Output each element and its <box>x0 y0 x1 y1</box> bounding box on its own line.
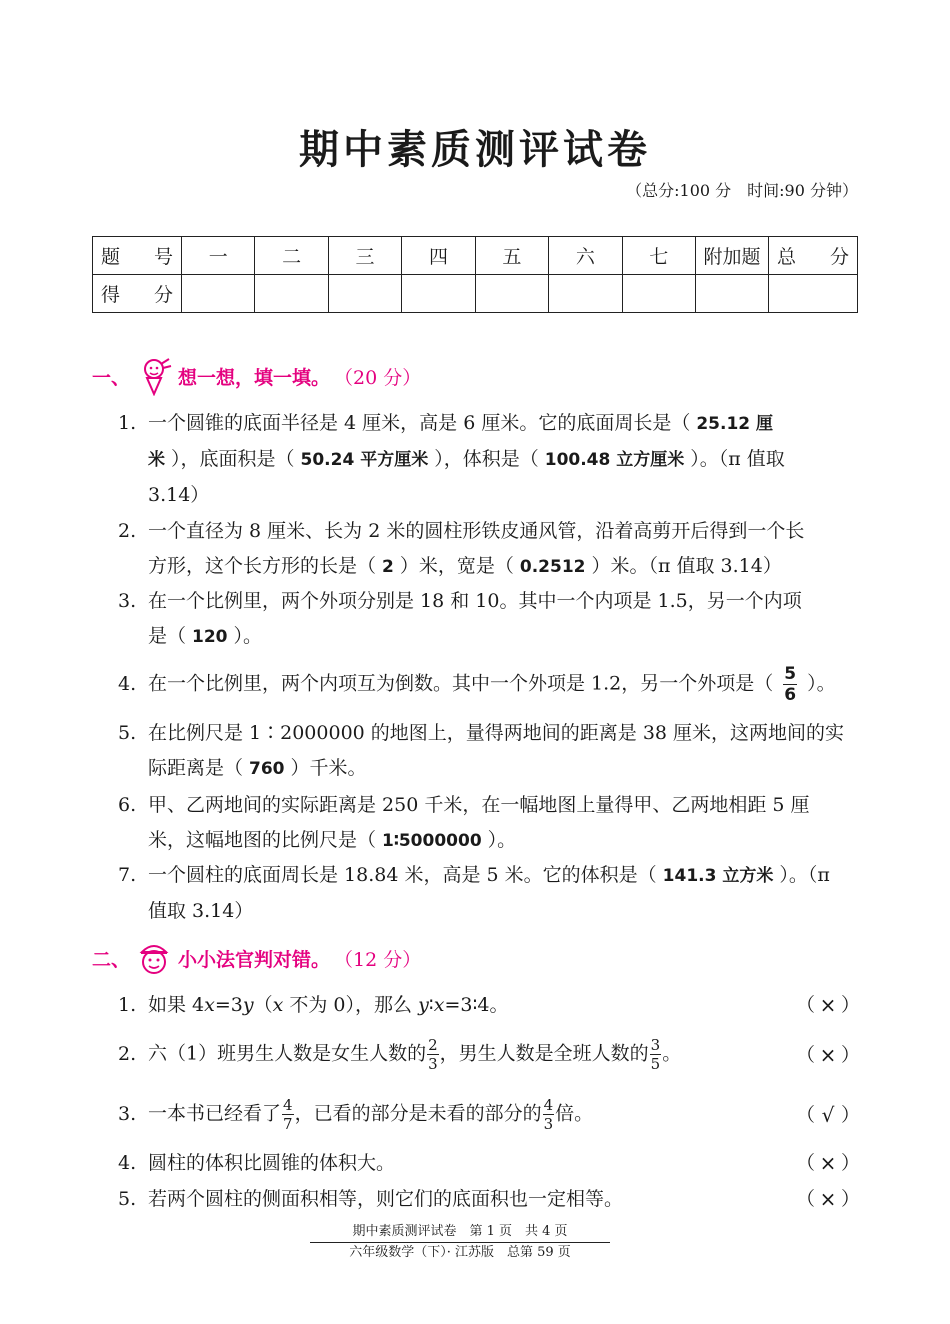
judge-mark: × <box>819 993 837 1017</box>
question-text: 在比例尺是 1∶2000000 的地图上，量得两地间的距离是 38 厘米，这两地间的实 <box>148 722 845 744</box>
answer: 米 <box>148 450 165 470</box>
question-text: ），底面积是（ <box>171 448 295 470</box>
question-text: 六（1）班男生人数是女生人数的 <box>148 1042 427 1065</box>
judge-answer <box>796 1100 860 1130</box>
section-number: 一、 <box>92 366 131 389</box>
answer: 2 <box>382 557 394 577</box>
score-cell[interactable] <box>696 275 769 313</box>
fraction-numerator: 3 <box>650 1036 661 1054</box>
question-number: 3. <box>118 1102 137 1125</box>
question-text: 米，这幅地图的比例尺是（ <box>148 829 377 851</box>
fill-question-4 <box>118 664 860 705</box>
judge-cartoon-icon <box>134 938 174 978</box>
question-number: 2. <box>118 520 137 542</box>
judge-mark: × <box>819 1042 837 1067</box>
fraction <box>543 1096 555 1133</box>
header-cell: 一 <box>182 237 255 275</box>
question-text: 若两个圆柱的侧面积相等，则它们的底面积也一定相等。 <box>148 1188 624 1210</box>
question-text: 不为 0），那么 <box>283 994 419 1016</box>
paren: ） <box>840 1152 860 1174</box>
paren: ） <box>840 1043 860 1066</box>
question-text: 值取 3.14） <box>148 900 254 922</box>
page-footer <box>310 1222 610 1263</box>
fraction-numerator: 2 <box>428 1036 438 1054</box>
judge-answer <box>796 990 860 1020</box>
answer: 100.48 立方厘米 <box>544 450 685 470</box>
question-text: 方形，这个长方形的长是（ <box>148 555 377 577</box>
question-text: 3.14） <box>148 484 210 506</box>
score-table <box>92 236 858 313</box>
paren: （ <box>796 1043 816 1066</box>
question-number: 5. <box>118 722 137 744</box>
section-score: （20 分） <box>334 366 422 389</box>
fill-question-2 <box>118 514 860 585</box>
question-number: 6. <box>118 794 137 816</box>
fraction <box>427 1036 439 1073</box>
answer: 141.3 立方米 <box>662 866 774 886</box>
judge-mark: × <box>819 1151 837 1175</box>
question-text: ）。 <box>233 625 263 647</box>
answer: 760 <box>249 759 285 779</box>
answer-fraction <box>783 664 797 705</box>
header-cell: 附加题 <box>696 237 769 275</box>
question-number: 7. <box>118 864 137 886</box>
question-number: 2. <box>118 1042 137 1065</box>
exam-info: （总分:100 分 时间:90 分钟） <box>626 181 858 200</box>
judge-question-2 <box>118 1036 860 1073</box>
question-text: 一个圆柱的底面周长是 18.84 米，高是 5 米。它的体积是（ <box>148 864 657 886</box>
question-text: （ <box>253 994 273 1016</box>
question-text: ）。 <box>807 672 836 695</box>
variable: y <box>418 994 429 1016</box>
section-title: 想一想，填一填。 <box>178 366 331 389</box>
header-cell: 六 <box>549 237 622 275</box>
paren: ） <box>840 994 860 1016</box>
question-text: 是（ <box>148 625 187 647</box>
header-cell: 七 <box>622 237 695 275</box>
thinking-cartoon-icon <box>134 356 174 396</box>
score-cell[interactable] <box>769 275 858 313</box>
section-score: （12 分） <box>334 948 422 971</box>
fraction-denominator: 7 <box>283 1115 293 1133</box>
paren: （ <box>796 1152 816 1174</box>
question-text: 如果 4 <box>148 994 205 1016</box>
question-text: 一个圆锥的底面半径是 4 厘米，高是 6 厘米。它的底面周长是（ <box>148 412 691 434</box>
fill-question-6 <box>118 788 860 859</box>
judge-question-1 <box>118 990 860 1020</box>
answer: 1∶5000000 <box>382 831 482 851</box>
question-text: ∶ <box>428 994 434 1016</box>
fill-question-7 <box>118 858 860 929</box>
question-text: ，男生人数是全班人数的 <box>439 1042 649 1065</box>
question-text: 。 <box>662 1042 682 1065</box>
score-table-header-row <box>93 237 858 275</box>
variable: x <box>433 994 445 1016</box>
question-number: 1. <box>118 994 137 1016</box>
score-cell[interactable] <box>549 275 622 313</box>
paren: （ <box>796 1103 816 1126</box>
score-cell[interactable] <box>622 275 695 313</box>
fill-question-5 <box>118 716 860 787</box>
fraction-denominator: 3 <box>428 1055 438 1073</box>
score-cell[interactable] <box>255 275 328 313</box>
question-text: ，已看的部分是未看的部分的 <box>294 1102 542 1125</box>
question-number: 1. <box>118 412 137 434</box>
judge-question-3 <box>118 1096 860 1133</box>
paren: ） <box>840 1188 860 1210</box>
answer: 50.24 平方厘米 <box>300 450 429 470</box>
question-text: ）。（π 值取 <box>690 448 785 470</box>
question-text: =3∶4。 <box>444 994 509 1016</box>
variable: x <box>272 994 284 1016</box>
variable: x <box>204 994 215 1016</box>
question-number: 3. <box>118 590 137 612</box>
section-1-heading <box>92 356 421 396</box>
header-cell: 四 <box>402 237 475 275</box>
question-number: 5. <box>118 1188 137 1210</box>
question-text: 在一个比例里，两个内项互为倒数。其中一个外项是 1.2，另一个外项是（ <box>148 672 774 695</box>
header-cell: 总 分 <box>769 237 858 275</box>
question-text: ）米，宽是（ <box>399 555 514 577</box>
fill-question-1 <box>118 406 860 513</box>
fraction-denominator: 5 <box>650 1055 661 1073</box>
score-table-score-row <box>93 275 858 313</box>
section-title: 小小法官判对错。 <box>178 948 331 971</box>
header-cell: 题 号 <box>93 237 182 275</box>
section-2-heading <box>92 938 421 978</box>
footer-line-1: 期中素质测评试卷 第 1 页 共 4 页 <box>310 1222 610 1243</box>
fraction-numerator: 5 <box>784 664 797 684</box>
question-text: 在一个比例里，两个外项分别是 18 和 10。其中一个内项是 1.5，另一个内项 <box>148 590 802 612</box>
question-text: ）千米。 <box>290 757 367 779</box>
header-cell: 三 <box>328 237 401 275</box>
judge-mark: × <box>819 1187 837 1211</box>
question-text: 圆柱的体积比圆锥的体积大。 <box>148 1152 396 1174</box>
fraction-numerator: 4 <box>543 1096 554 1114</box>
judge-answer <box>796 1040 860 1070</box>
fill-question-3 <box>118 584 860 655</box>
score-cell[interactable] <box>402 275 475 313</box>
question-text: ），体积是（ <box>434 448 539 470</box>
score-row-label: 得 分 <box>93 275 182 313</box>
fraction-denominator: 3 <box>543 1115 554 1133</box>
question-text: 甲、乙两地间的实际距离是 250 千米，在一幅地图上量得甲、乙两地相距 5 厘 <box>148 794 810 816</box>
question-text: 际距离是（ <box>148 757 244 779</box>
header-cell: 二 <box>255 237 328 275</box>
header-cell: 五 <box>475 237 548 275</box>
score-cell[interactable] <box>475 275 548 313</box>
fraction <box>650 1036 662 1073</box>
question-text: ）米。（π 值取 3.14） <box>591 555 782 577</box>
fraction <box>282 1096 294 1133</box>
score-cell[interactable] <box>328 275 401 313</box>
question-text: 倍。 <box>555 1102 594 1125</box>
judge-question-4 <box>118 1148 860 1178</box>
judge-question-5 <box>118 1184 860 1214</box>
question-text: 一本书已经看了 <box>148 1102 282 1125</box>
fraction-numerator: 4 <box>283 1096 293 1114</box>
question-number: 4. <box>118 672 137 695</box>
footer-line-2: 六年级数学（下）· 江苏版 总第 59 页 <box>349 1245 571 1260</box>
paren: ） <box>840 1103 860 1126</box>
page-title: 期中素质测评试卷 <box>299 126 651 173</box>
score-cell[interactable] <box>182 275 255 313</box>
answer: 25.12 厘 <box>696 414 774 434</box>
paren: （ <box>796 1188 816 1210</box>
answer: 120 <box>192 627 228 647</box>
paren: （ <box>796 994 816 1016</box>
variable: y <box>242 994 254 1016</box>
question-text: ）。（π <box>779 864 830 886</box>
judge-mark: √ <box>821 1102 835 1127</box>
judge-answer <box>796 1184 860 1214</box>
answer: 0.2512 <box>519 557 586 577</box>
question-number: 4. <box>118 1152 137 1174</box>
judge-answer <box>796 1148 860 1178</box>
fraction-denominator: 6 <box>784 685 797 705</box>
section-number: 二、 <box>92 948 131 971</box>
question-text: =3 <box>214 994 243 1016</box>
question-text: 一个直径为 8 厘米、长为 2 米的圆柱形铁皮通风管，沿着高剪开后得到一个长 <box>148 520 805 542</box>
question-text: ）。 <box>487 829 517 851</box>
